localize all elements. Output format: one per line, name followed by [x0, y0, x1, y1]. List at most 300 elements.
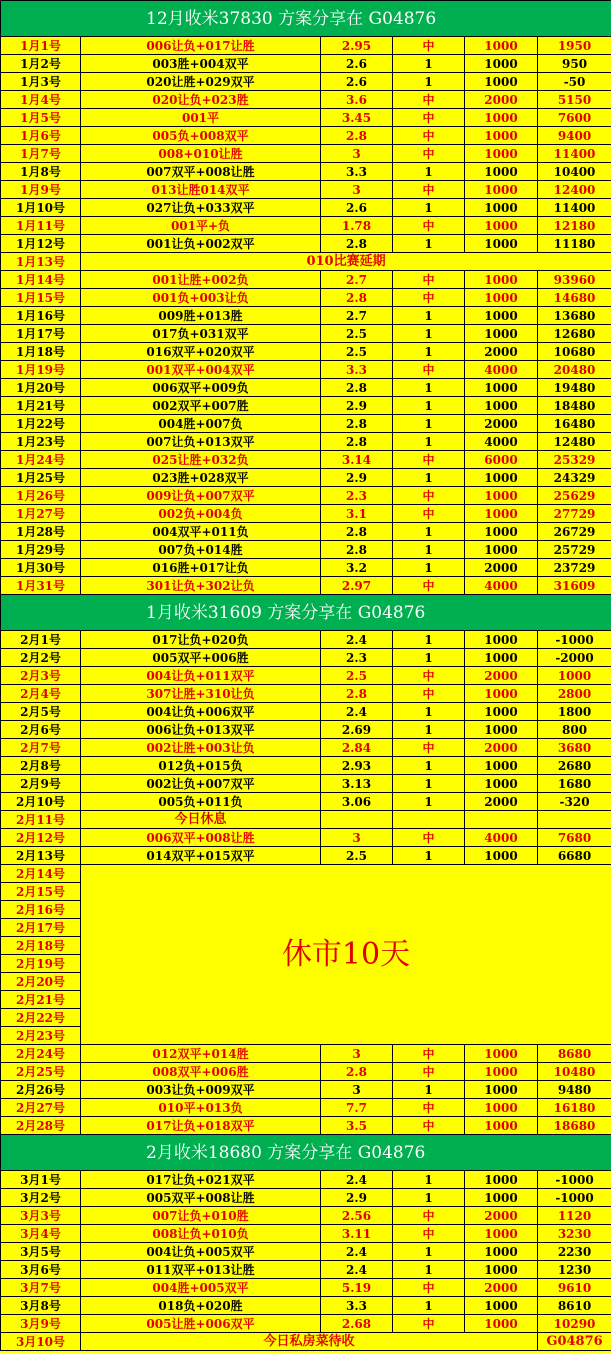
pick-cell: 001平+负	[81, 217, 321, 235]
odds-cell: 2.8	[321, 127, 393, 145]
odds-cell: 2.5	[321, 667, 393, 685]
date-cell: 1月19号	[1, 361, 81, 379]
total-cell: 12180	[538, 217, 611, 235]
result-cell: 1	[393, 1171, 465, 1189]
result-cell: 中	[393, 487, 465, 505]
table-row	[1, 1315, 611, 1333]
date-cell: 3月8号	[1, 1297, 81, 1315]
code-cell: G04876	[538, 1333, 611, 1351]
odds-cell: 2.95	[321, 37, 393, 55]
pick-cell: 005负+011负	[81, 793, 321, 811]
pick-cell: 017让负+018双平	[81, 1117, 321, 1135]
date-cell: 1月30号	[1, 559, 81, 577]
table-row	[1, 1063, 611, 1081]
stake-cell: 1000	[465, 721, 538, 739]
total-cell: 12680	[538, 325, 611, 343]
stake-cell: 2000	[465, 415, 538, 433]
total-cell: 25729	[538, 541, 611, 559]
result-cell: 中	[393, 1045, 465, 1063]
date-cell: 1月17号	[1, 325, 81, 343]
total-cell: 10480	[538, 1063, 611, 1081]
odds-cell: 2.8	[321, 379, 393, 397]
odds-cell: 2.7	[321, 307, 393, 325]
stake-cell: 1000	[465, 1117, 538, 1135]
total-cell: 3230	[538, 1225, 611, 1243]
stake-cell: 1000	[465, 145, 538, 163]
odds-cell: 3	[321, 1081, 393, 1099]
stake-cell: 1000	[465, 127, 538, 145]
table-row	[1, 469, 611, 487]
table-row	[1, 523, 611, 541]
odds-cell: 3.1	[321, 505, 393, 523]
note-row	[1, 253, 611, 271]
odds-cell: 2.8	[321, 541, 393, 559]
date-cell: 2月2号	[1, 649, 81, 667]
total-cell: 27729	[538, 505, 611, 523]
stake-cell: 1000	[465, 181, 538, 199]
date-cell: 1月3号	[1, 73, 81, 91]
total-cell: 10680	[538, 343, 611, 361]
date-cell: 1月26号	[1, 487, 81, 505]
pick-cell: 018负+020胜	[81, 1297, 321, 1315]
date-cell: 1月13号	[1, 253, 81, 271]
table-row	[1, 343, 611, 361]
pick-cell: 001让胜+002负	[81, 271, 321, 289]
stake-cell: 1000	[465, 1189, 538, 1207]
pick-cell: 004双平+011负	[81, 523, 321, 541]
date-cell: 3月10号	[1, 1333, 81, 1351]
result-cell: 中	[393, 1099, 465, 1117]
stake-cell: 1000	[465, 379, 538, 397]
pick-cell: 005让胜+006双平	[81, 1315, 321, 1333]
pick-cell: 004让负+006双平	[81, 703, 321, 721]
date-cell: 2月22号	[1, 1009, 81, 1027]
total-cell: 16180	[538, 1099, 611, 1117]
table-row	[1, 847, 611, 865]
total-cell: 800	[538, 721, 611, 739]
total-cell: 18480	[538, 397, 611, 415]
table-row	[1, 1261, 611, 1279]
result-cell: 1	[393, 523, 465, 541]
month-summary-banner	[1, 1, 611, 37]
date-cell: 3月6号	[1, 1261, 81, 1279]
odds-cell: 2.56	[321, 1207, 393, 1225]
table-row	[1, 379, 611, 397]
stake-cell: 1000	[465, 199, 538, 217]
table-row	[1, 127, 611, 145]
table-row	[1, 361, 611, 379]
result-cell: 1	[393, 847, 465, 865]
total-cell: -1000	[538, 631, 611, 649]
date-cell: 1月18号	[1, 343, 81, 361]
stake-cell: 1000	[465, 469, 538, 487]
pick-cell: 307让胜+310让负	[81, 685, 321, 703]
stake-cell: 1000	[465, 1099, 538, 1117]
odds-cell: 3.11	[321, 1225, 393, 1243]
result-cell: 中	[393, 181, 465, 199]
table-row	[1, 739, 611, 757]
stake-cell: 1000	[465, 109, 538, 127]
result-cell: 中	[393, 1225, 465, 1243]
odds-cell: 2.8	[321, 235, 393, 253]
pick-cell: 014双平+015双平	[81, 847, 321, 865]
date-cell: 1月20号	[1, 379, 81, 397]
note-row	[1, 811, 611, 829]
month-summary-text: 2月收米18680 方案分享在 G04876	[1, 1135, 611, 1171]
date-cell: 3月9号	[1, 1315, 81, 1333]
odds-cell: 2.4	[321, 631, 393, 649]
total-cell: -2000	[538, 649, 611, 667]
date-cell: 2月13号	[1, 847, 81, 865]
total-cell: 24329	[538, 469, 611, 487]
stake-cell: 1000	[465, 1063, 538, 1081]
stake-cell: 1000	[465, 1171, 538, 1189]
result-cell: 中	[393, 37, 465, 55]
date-cell: 1月23号	[1, 433, 81, 451]
table-row	[1, 685, 611, 703]
odds-cell: 2.4	[321, 1171, 393, 1189]
total-cell: 1120	[538, 1207, 611, 1225]
pick-cell: 007让负+010胜	[81, 1207, 321, 1225]
date-cell: 2月1号	[1, 631, 81, 649]
pick-cell: 004胜+005双平	[81, 1279, 321, 1297]
stake-cell: 2000	[465, 91, 538, 109]
date-cell: 1月28号	[1, 523, 81, 541]
result-cell: 1	[393, 703, 465, 721]
total-cell: 16480	[538, 415, 611, 433]
result-cell: 1	[393, 397, 465, 415]
odds-cell: 2.8	[321, 1063, 393, 1081]
result-cell: 1	[393, 163, 465, 181]
pick-cell: 007双平+008让胜	[81, 163, 321, 181]
table-row	[1, 325, 611, 343]
odds-cell: 3	[321, 181, 393, 199]
result-cell: 中	[393, 667, 465, 685]
total-cell: 11180	[538, 235, 611, 253]
odds-cell: 2.6	[321, 73, 393, 91]
table-row	[1, 1279, 611, 1297]
stake-cell: 1000	[465, 1297, 538, 1315]
month-summary-text: 1月收米31609 方案分享在 G04876	[1, 595, 611, 631]
table-row	[1, 649, 611, 667]
table-row	[1, 1225, 611, 1243]
empty-cell	[465, 811, 538, 829]
table-row	[1, 1189, 611, 1207]
total-cell: 12480	[538, 433, 611, 451]
result-cell: 1	[393, 541, 465, 559]
total-cell: 20480	[538, 361, 611, 379]
table-row	[1, 1243, 611, 1261]
date-cell: 2月4号	[1, 685, 81, 703]
odds-cell: 2.4	[321, 1261, 393, 1279]
odds-cell: 2.97	[321, 577, 393, 595]
total-cell: 31609	[538, 577, 611, 595]
odds-cell: 2.9	[321, 469, 393, 487]
total-cell: 12400	[538, 181, 611, 199]
result-cell: 1	[393, 415, 465, 433]
stake-cell: 4000	[465, 577, 538, 595]
date-cell: 2月17号	[1, 919, 81, 937]
date-cell: 3月2号	[1, 1189, 81, 1207]
table-row	[1, 487, 611, 505]
note-cell: 今日私房菜待收	[81, 1333, 538, 1351]
odds-cell: 2.5	[321, 325, 393, 343]
odds-cell: 2.8	[321, 433, 393, 451]
pick-cell: 001让负+002双平	[81, 235, 321, 253]
result-cell: 1	[393, 793, 465, 811]
result-cell: 中	[393, 829, 465, 847]
total-cell: 19480	[538, 379, 611, 397]
stake-cell: 1000	[465, 1315, 538, 1333]
odds-cell: 3	[321, 829, 393, 847]
total-cell: 1800	[538, 703, 611, 721]
pick-cell: 002让负+007双平	[81, 775, 321, 793]
result-cell: 1	[393, 721, 465, 739]
note-row	[1, 1333, 611, 1351]
odds-cell: 2.8	[321, 415, 393, 433]
table-row	[1, 793, 611, 811]
pick-cell: 017让负+021双平	[81, 1171, 321, 1189]
table-row	[1, 235, 611, 253]
table-row	[1, 433, 611, 451]
result-cell: 1	[393, 55, 465, 73]
result-cell: 1	[393, 433, 465, 451]
odds-cell: 3.3	[321, 361, 393, 379]
odds-cell: 3.06	[321, 793, 393, 811]
total-cell: 2680	[538, 757, 611, 775]
result-cell: 1	[393, 1081, 465, 1099]
total-cell: 1230	[538, 1261, 611, 1279]
date-cell: 2月16号	[1, 901, 81, 919]
date-cell: 2月8号	[1, 757, 81, 775]
odds-cell: 2.9	[321, 397, 393, 415]
total-cell: 1000	[538, 667, 611, 685]
odds-cell: 2.3	[321, 649, 393, 667]
odds-cell: 2.6	[321, 55, 393, 73]
result-cell: 1	[393, 775, 465, 793]
pick-cell: 004让负+005双平	[81, 1243, 321, 1261]
date-cell: 3月4号	[1, 1225, 81, 1243]
result-cell: 1	[393, 307, 465, 325]
date-cell: 2月6号	[1, 721, 81, 739]
note-cell: 今日休息	[81, 811, 321, 829]
odds-cell: 2.8	[321, 685, 393, 703]
note-cell: 010比赛延期	[81, 253, 611, 271]
total-cell: 9610	[538, 1279, 611, 1297]
table-row	[1, 1207, 611, 1225]
date-cell: 1月12号	[1, 235, 81, 253]
table-row	[1, 577, 611, 595]
pick-cell: 006双平+009负	[81, 379, 321, 397]
pick-cell: 012负+015负	[81, 757, 321, 775]
pick-cell: 017负+031双平	[81, 325, 321, 343]
date-cell: 1月9号	[1, 181, 81, 199]
odds-cell: 5.19	[321, 1279, 393, 1297]
odds-cell: 1.78	[321, 217, 393, 235]
table-row	[1, 1099, 611, 1117]
stake-cell: 1000	[465, 55, 538, 73]
date-cell: 3月1号	[1, 1171, 81, 1189]
result-cell: 1	[393, 199, 465, 217]
result-cell: 中	[393, 1207, 465, 1225]
table-row	[1, 541, 611, 559]
total-cell: 1950	[538, 37, 611, 55]
date-cell: 1月6号	[1, 127, 81, 145]
date-cell: 3月7号	[1, 1279, 81, 1297]
result-cell: 中	[393, 1279, 465, 1297]
date-cell: 2月7号	[1, 739, 81, 757]
date-cell: 2月12号	[1, 829, 81, 847]
odds-cell: 3.2	[321, 559, 393, 577]
date-cell: 1月14号	[1, 271, 81, 289]
table-row	[1, 775, 611, 793]
total-cell: 950	[538, 55, 611, 73]
date-cell: 1月22号	[1, 415, 81, 433]
table-row	[1, 397, 611, 415]
stake-cell: 2000	[465, 793, 538, 811]
result-cell: 中	[393, 505, 465, 523]
pick-cell: 001双平+004双平	[81, 361, 321, 379]
result-cell: 中	[393, 1315, 465, 1333]
stake-cell: 1000	[465, 73, 538, 91]
odds-cell: 2.8	[321, 289, 393, 307]
stake-cell: 1000	[465, 397, 538, 415]
odds-cell: 3.3	[321, 1297, 393, 1315]
stake-cell: 2000	[465, 1279, 538, 1297]
table-row	[1, 55, 611, 73]
total-cell: -1000	[538, 1189, 611, 1207]
odds-cell: 2.69	[321, 721, 393, 739]
stake-cell: 1000	[465, 325, 538, 343]
stake-cell: 2000	[465, 1207, 538, 1225]
stake-cell: 4000	[465, 433, 538, 451]
pick-cell: 003让负+009双平	[81, 1081, 321, 1099]
odds-cell: 2.4	[321, 703, 393, 721]
total-cell: 8680	[538, 1045, 611, 1063]
stake-cell: 4000	[465, 829, 538, 847]
stake-cell: 1000	[465, 163, 538, 181]
date-cell: 2月9号	[1, 775, 81, 793]
pick-cell: 004让负+011双平	[81, 667, 321, 685]
date-cell: 2月28号	[1, 1117, 81, 1135]
empty-cell	[538, 811, 611, 829]
odds-cell: 2.93	[321, 757, 393, 775]
stake-cell: 1000	[465, 685, 538, 703]
date-cell: 1月29号	[1, 541, 81, 559]
table-row	[1, 181, 611, 199]
stake-cell: 1000	[465, 487, 538, 505]
total-cell: -1000	[538, 1171, 611, 1189]
table-row	[1, 559, 611, 577]
date-cell: 1月7号	[1, 145, 81, 163]
date-cell: 1月15号	[1, 289, 81, 307]
result-cell: 中	[393, 451, 465, 469]
date-cell: 2月15号	[1, 883, 81, 901]
odds-cell: 2.3	[321, 487, 393, 505]
odds-cell: 3.6	[321, 91, 393, 109]
empty-cell	[321, 811, 393, 829]
pick-cell: 002负+004负	[81, 505, 321, 523]
table-row	[1, 145, 611, 163]
odds-cell: 2.7	[321, 271, 393, 289]
pick-cell: 023胜+028双平	[81, 469, 321, 487]
stake-cell: 2000	[465, 739, 538, 757]
total-cell: 11400	[538, 199, 611, 217]
total-cell: 1680	[538, 775, 611, 793]
date-cell: 1月5号	[1, 109, 81, 127]
date-cell: 2月18号	[1, 937, 81, 955]
date-cell: 2月3号	[1, 667, 81, 685]
table-row	[1, 199, 611, 217]
stake-cell: 1000	[465, 847, 538, 865]
date-cell: 1月27号	[1, 505, 81, 523]
total-cell: 13680	[538, 307, 611, 325]
table-row	[1, 1045, 611, 1063]
pick-cell: 010平+013负	[81, 1099, 321, 1117]
odds-cell: 2.9	[321, 1189, 393, 1207]
stake-cell: 1000	[465, 1045, 538, 1063]
pick-cell: 027让负+033双平	[81, 199, 321, 217]
pick-cell: 009让负+007双平	[81, 487, 321, 505]
odds-cell: 2.84	[321, 739, 393, 757]
date-cell: 2月25号	[1, 1063, 81, 1081]
date-cell: 2月24号	[1, 1045, 81, 1063]
stake-cell: 1000	[465, 271, 538, 289]
odds-cell: 3.5	[321, 1117, 393, 1135]
total-cell: 8610	[538, 1297, 611, 1315]
odds-cell: 2.5	[321, 343, 393, 361]
stake-cell: 2000	[465, 343, 538, 361]
pick-cell: 001负+003让负	[81, 289, 321, 307]
date-cell: 1月10号	[1, 199, 81, 217]
result-cell: 1	[393, 235, 465, 253]
pick-cell: 012双平+014胜	[81, 1045, 321, 1063]
table-row	[1, 1297, 611, 1315]
total-cell: 2800	[538, 685, 611, 703]
table-row	[1, 451, 611, 469]
table-row	[1, 37, 611, 55]
odds-cell: 2.68	[321, 1315, 393, 1333]
result-cell: 1	[393, 559, 465, 577]
table-row	[1, 631, 611, 649]
result-cell: 中	[393, 289, 465, 307]
month-summary-banner	[1, 595, 611, 631]
date-cell: 2月27号	[1, 1099, 81, 1117]
stake-cell: 1000	[465, 37, 538, 55]
stake-cell: 2000	[465, 667, 538, 685]
pick-cell: 025让胜+032负	[81, 451, 321, 469]
odds-cell: 2.8	[321, 523, 393, 541]
result-cell: 中	[393, 127, 465, 145]
total-cell: -50	[538, 73, 611, 91]
result-cell: 1	[393, 343, 465, 361]
date-cell: 1月2号	[1, 55, 81, 73]
total-cell: 9480	[538, 1081, 611, 1099]
pick-cell: 008让负+010负	[81, 1225, 321, 1243]
stake-cell: 1000	[465, 505, 538, 523]
pick-cell: 016双平+020双平	[81, 343, 321, 361]
date-cell: 2月5号	[1, 703, 81, 721]
stake-cell: 1000	[465, 289, 538, 307]
table-row	[1, 289, 611, 307]
stake-cell: 1000	[465, 1243, 538, 1261]
table-row	[1, 307, 611, 325]
date-cell: 1月21号	[1, 397, 81, 415]
date-cell: 2月11号	[1, 811, 81, 829]
total-cell: 6680	[538, 847, 611, 865]
result-cell: 中	[393, 145, 465, 163]
pick-cell: 017让负+020负	[81, 631, 321, 649]
